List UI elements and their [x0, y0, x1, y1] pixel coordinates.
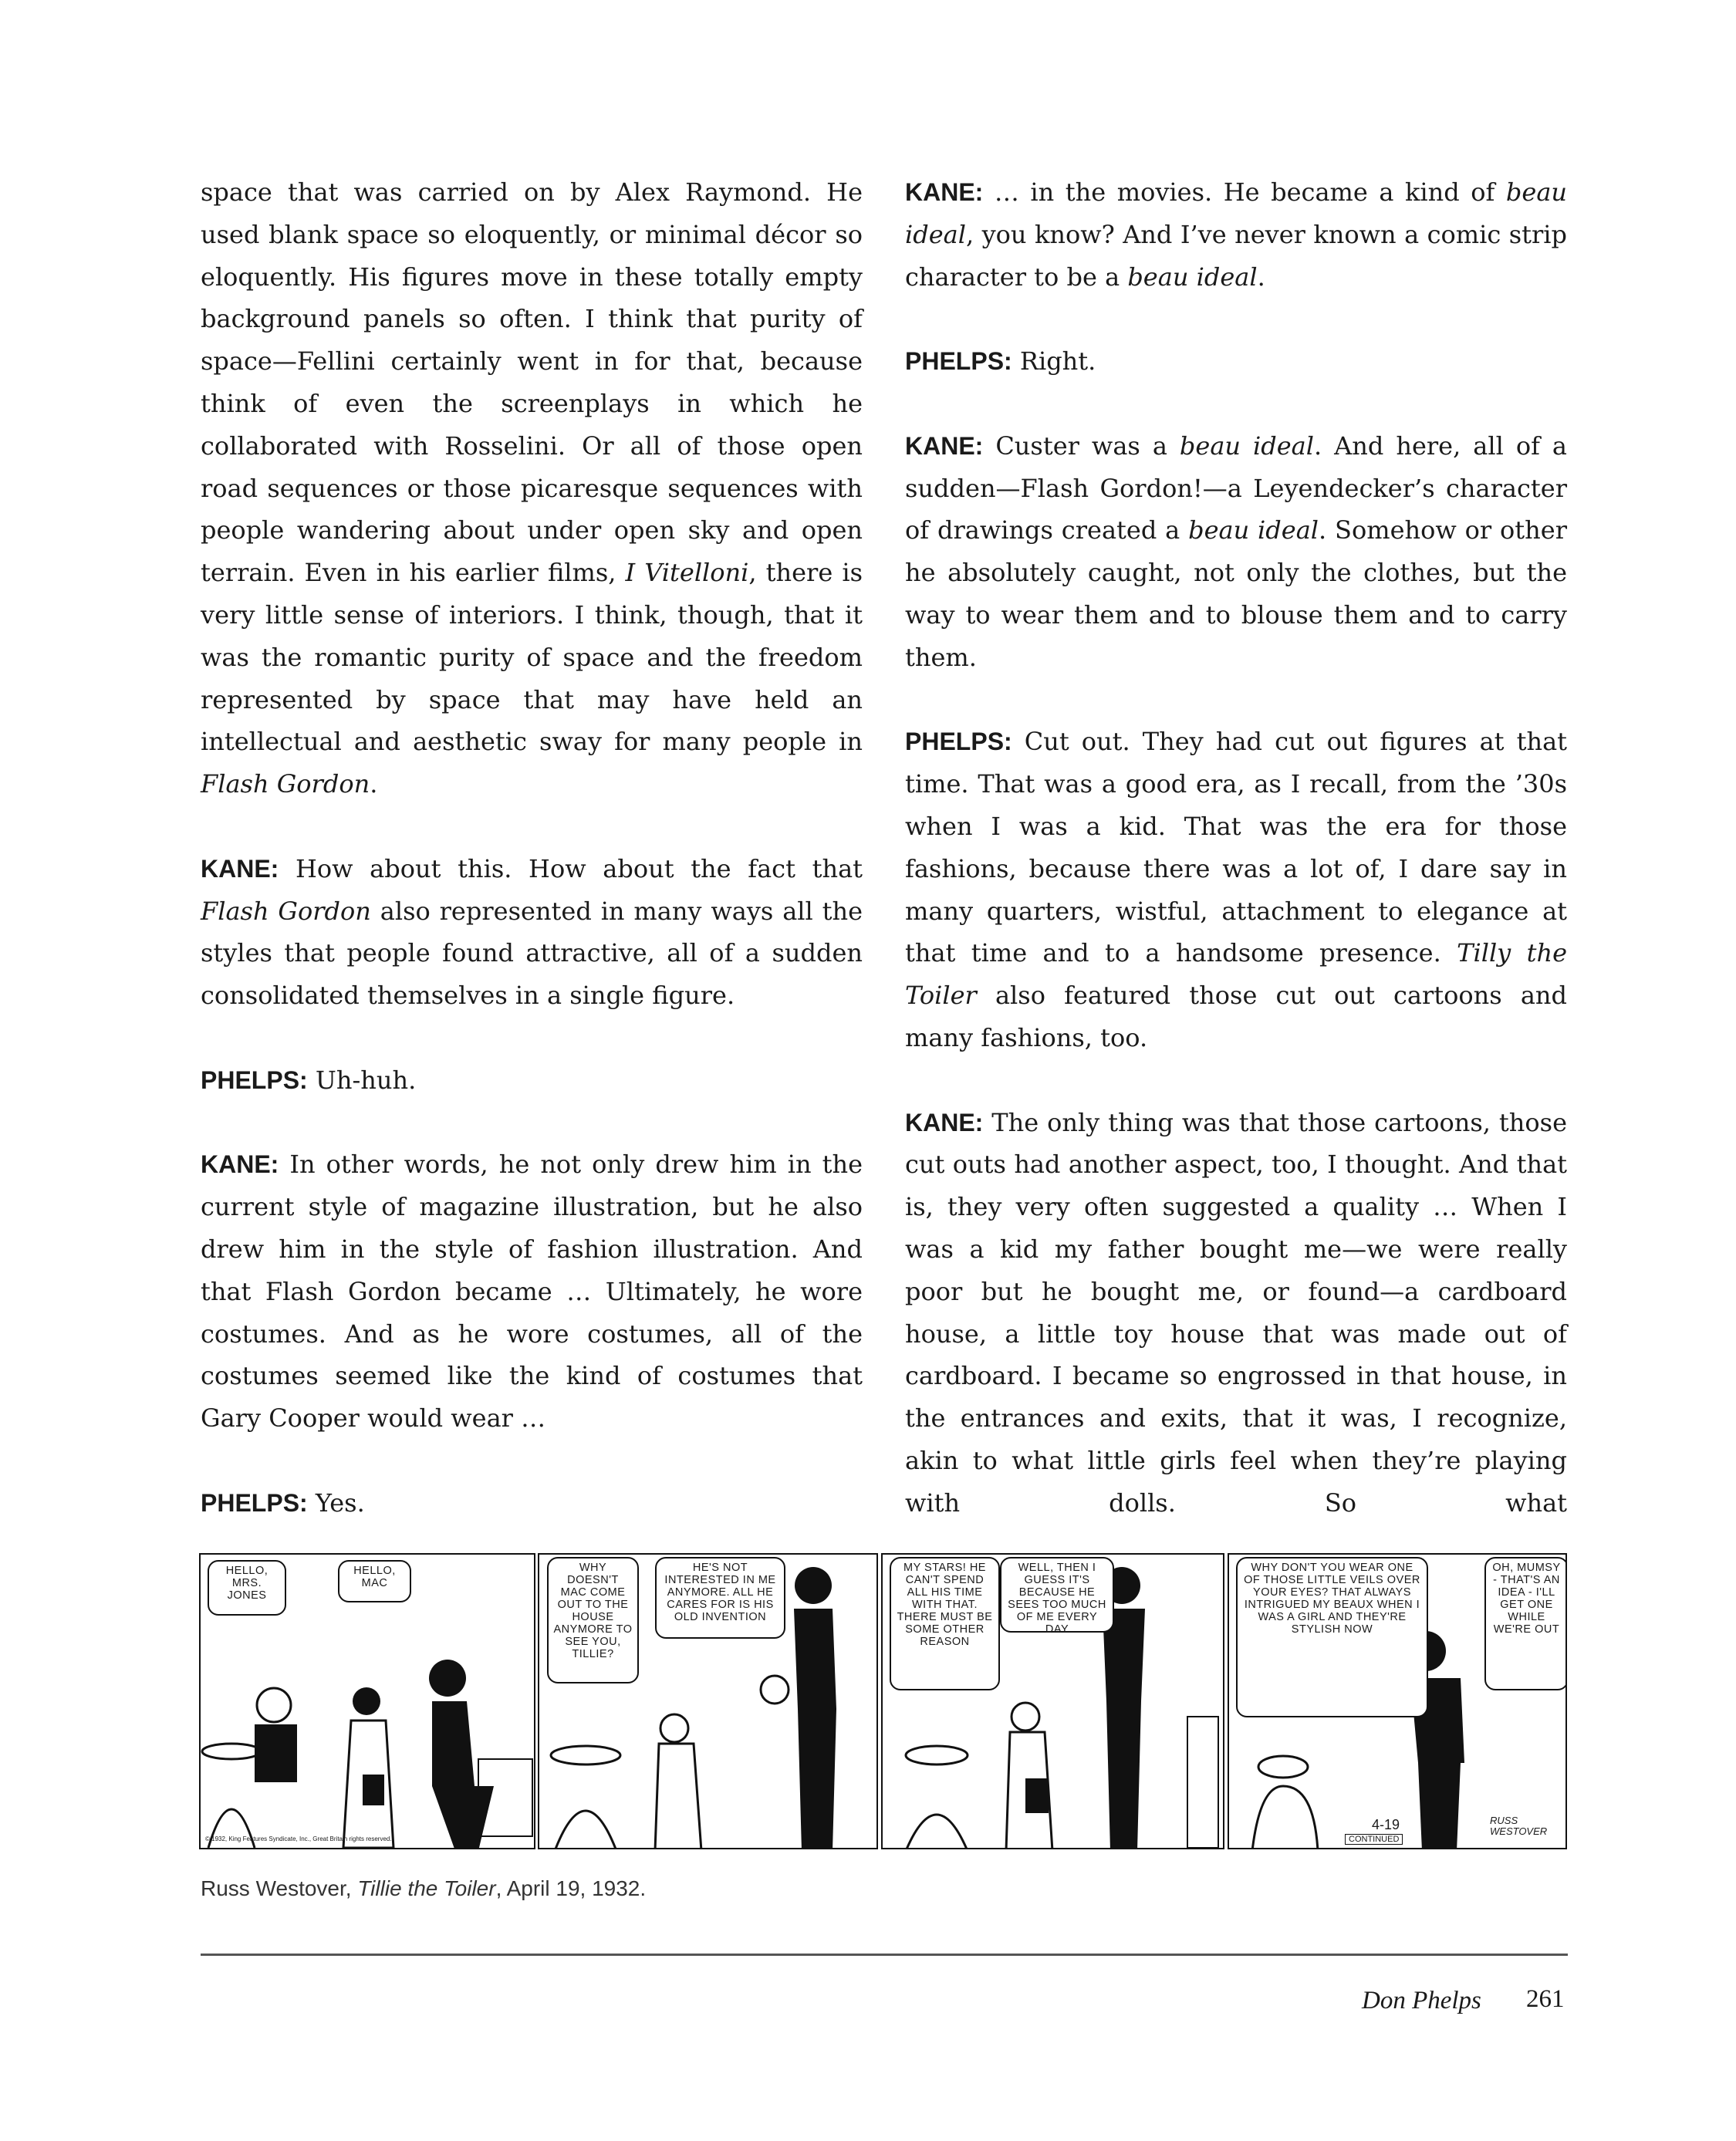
paragraph: [201, 1482, 863, 1525]
speaker-label: KANE:: [201, 854, 279, 883]
strip-date: 4-19: [1372, 1817, 1400, 1832]
comic-panel-1: [199, 1553, 535, 1849]
speaker-label: KANE:: [905, 178, 984, 206]
paragraph-text: In other words, he not only drew him in the current style of magazine illustration, but he also drew him in the style of fashion illustration. And that Flash Gordon became … Ultimately, he wore costumes. And as he wore costumes, all of the costumes seemed like the kind of costumes that Gary Cooper would wear …: [201, 1150, 863, 1434]
speech-bubble: WHY DOESN'T MAC COME OUT TO THE HOUSE ANYMORE TO SEE YOU, TILLIE?: [547, 1557, 639, 1683]
speaker-label: PHELPS:: [201, 1488, 308, 1517]
paragraph-text: How about this. How about the fact that: [279, 853, 863, 883]
paragraph-text: , there is very little sense of interiors. I think, though, that it was the romantic purity of space and the freedom represented by space that may have held an intellectual and aesthetic sway for many people in: [201, 558, 863, 757]
speech-bubble: HELLO, MRS. JONES: [208, 1560, 286, 1616]
footer-rule: [201, 1954, 1568, 1956]
speech-bubble: WELL, THEN I GUESS IT'S BECAUSE HE SEES TOO MUCH OF ME EVERY DAY: [1000, 1557, 1114, 1633]
continued-label: CONTINUED: [1345, 1834, 1403, 1845]
speaker-label: PHELPS:: [905, 347, 1012, 376]
italic-text: beau ideal: [1188, 515, 1319, 545]
paragraph-text: Custer was a: [983, 431, 1180, 461]
speech-bubble: HELLO, MAC: [338, 1560, 411, 1602]
paragraph-text: … in the movies. He became a kind of: [983, 177, 1506, 207]
caption-author: Russ Westover,: [201, 1876, 358, 1900]
paragraph: [201, 1059, 863, 1102]
comic-strip: [199, 1553, 1567, 1852]
page-number: 261: [1526, 1985, 1565, 2013]
italic-text: beau ideal: [1127, 262, 1258, 292]
artist-signature: RUSS WESTOVER: [1490, 1815, 1548, 1837]
paragraph-text: Cut out. They had cut out figures at that time. That was a good era, as I recall, from the ’30s when I was a kid. That was the era for those fashions, because there was a lot of, I dare say in many quarters, wistful, attachment to elegance at that time and to a handsome presence.: [905, 727, 1567, 968]
paragraph-text: also represented in many ways all the styles that people found attractive, all of a sudden consolidated themselves in a single figure.: [201, 896, 863, 1011]
paragraph-text: . Somehow or other he absolutely caught, not only the clothes, but the way to wear them and to blouse them and to carry them.: [905, 515, 1568, 672]
comic-panel-3: [881, 1553, 1224, 1849]
running-head: Don Phelps: [1362, 1987, 1481, 2014]
speaker-label: PHELPS:: [905, 728, 1012, 756]
text-column-left: [201, 171, 863, 1566]
italic-text: beau ideal: [905, 177, 1567, 249]
paragraph-text: space that was carried on by Alex Raymond. He used blank space so eloquently, or minimal décor so eloquently. His figures move in these totally empty background panels so often. I think that purity of space—Fellini certainly went in for that, because think of even the screenplays in which he collaborated with Rosselini. Or all of those open road sequences or those picaresque sequences with people wandering about under open sky and open terrain. Even in his earlier films,: [201, 177, 863, 588]
paragraph: [905, 425, 1567, 679]
speech-bubble: MY STARS! HE CAN'T SPEND ALL HIS TIME WITH THAT. THERE MUST BE SOME OTHER REASON: [890, 1557, 1000, 1690]
speech-bubble: OH, MUMSY - THAT'S AN IDEA - I'LL GET ONE WHILE WE'RE OUT: [1484, 1557, 1567, 1690]
paragraph-text: , you know? And I’ve never known a comic strip character to be a: [905, 219, 1567, 292]
paragraph-text: Uh-huh.: [307, 1065, 417, 1095]
paragraph: [905, 340, 1567, 383]
paragraph: [905, 1102, 1567, 1525]
text-column-right: [905, 171, 1567, 1566]
italic-text: Tilly the Toiler: [905, 938, 1568, 1011]
paragraph: [201, 171, 863, 805]
paragraph-text: Right.: [1012, 346, 1096, 377]
caption-date: , April 19, 1932.: [495, 1876, 647, 1900]
speech-bubble: HE'S NOT INTERESTED IN ME ANYMORE. ALL HE CARES FOR IS HIS OLD INVENTION: [655, 1557, 785, 1639]
figure-caption: [201, 1876, 646, 1901]
paragraph: [905, 721, 1567, 1059]
copyright-notice: © 1932, King Features Syndicate, Inc., Great Britain rights reserved.: [205, 1835, 392, 1842]
paragraph: [905, 171, 1567, 298]
paragraph-text: .: [370, 769, 378, 799]
comic-panel-4: [1228, 1553, 1567, 1849]
italic-text: Flash Gordon: [201, 896, 371, 926]
paragraph: [201, 1143, 863, 1440]
italic-text: Flash Gordon: [201, 769, 370, 799]
italic-text: I Vitelloni: [625, 558, 749, 588]
comic-panel-2: [538, 1553, 878, 1849]
paragraph-text: . And here, all of a sudden—Flash Gordon!—a Leyendecker’s character of drawings created a: [905, 431, 1568, 545]
speaker-label: KANE:: [201, 1150, 279, 1179]
paragraph-text: .: [1257, 262, 1265, 292]
speaker-label: KANE:: [905, 1108, 984, 1136]
paragraph-text: The only thing was that those cartoons, those cut outs had another aspect, too, I thought. And that is, they very often suggested a quality … When I was a kid my father bought me—we were really poor but he bought me, or found—a cardboard house, a little toy house that was made out of cardboard. I became so engrossed in that house, in the entrances and exits, that it was, I recognize, akin to what little girls feel when they’re playing with dolls. So what: [905, 1107, 1567, 1518]
paragraph-text: also featured those cut out cartoons and many fashions, too.: [905, 981, 1567, 1052]
paragraph: [201, 848, 863, 1017]
speaker-label: PHELPS:: [201, 1065, 308, 1094]
italic-text: beau ideal: [1179, 431, 1314, 461]
speech-bubble: WHY DON'T YOU WEAR ONE OF THOSE LITTLE VEILS OVER YOUR EYES? THAT ALWAYS INTRIGUED MY BEAUX WHEN I WAS A GIRL AND THEY'RE STYLISH NOW: [1236, 1557, 1428, 1717]
speaker-label: KANE:: [905, 431, 984, 460]
caption-title: Tillie the Toiler: [357, 1876, 496, 1900]
paragraph-text: Yes.: [307, 1488, 365, 1518]
